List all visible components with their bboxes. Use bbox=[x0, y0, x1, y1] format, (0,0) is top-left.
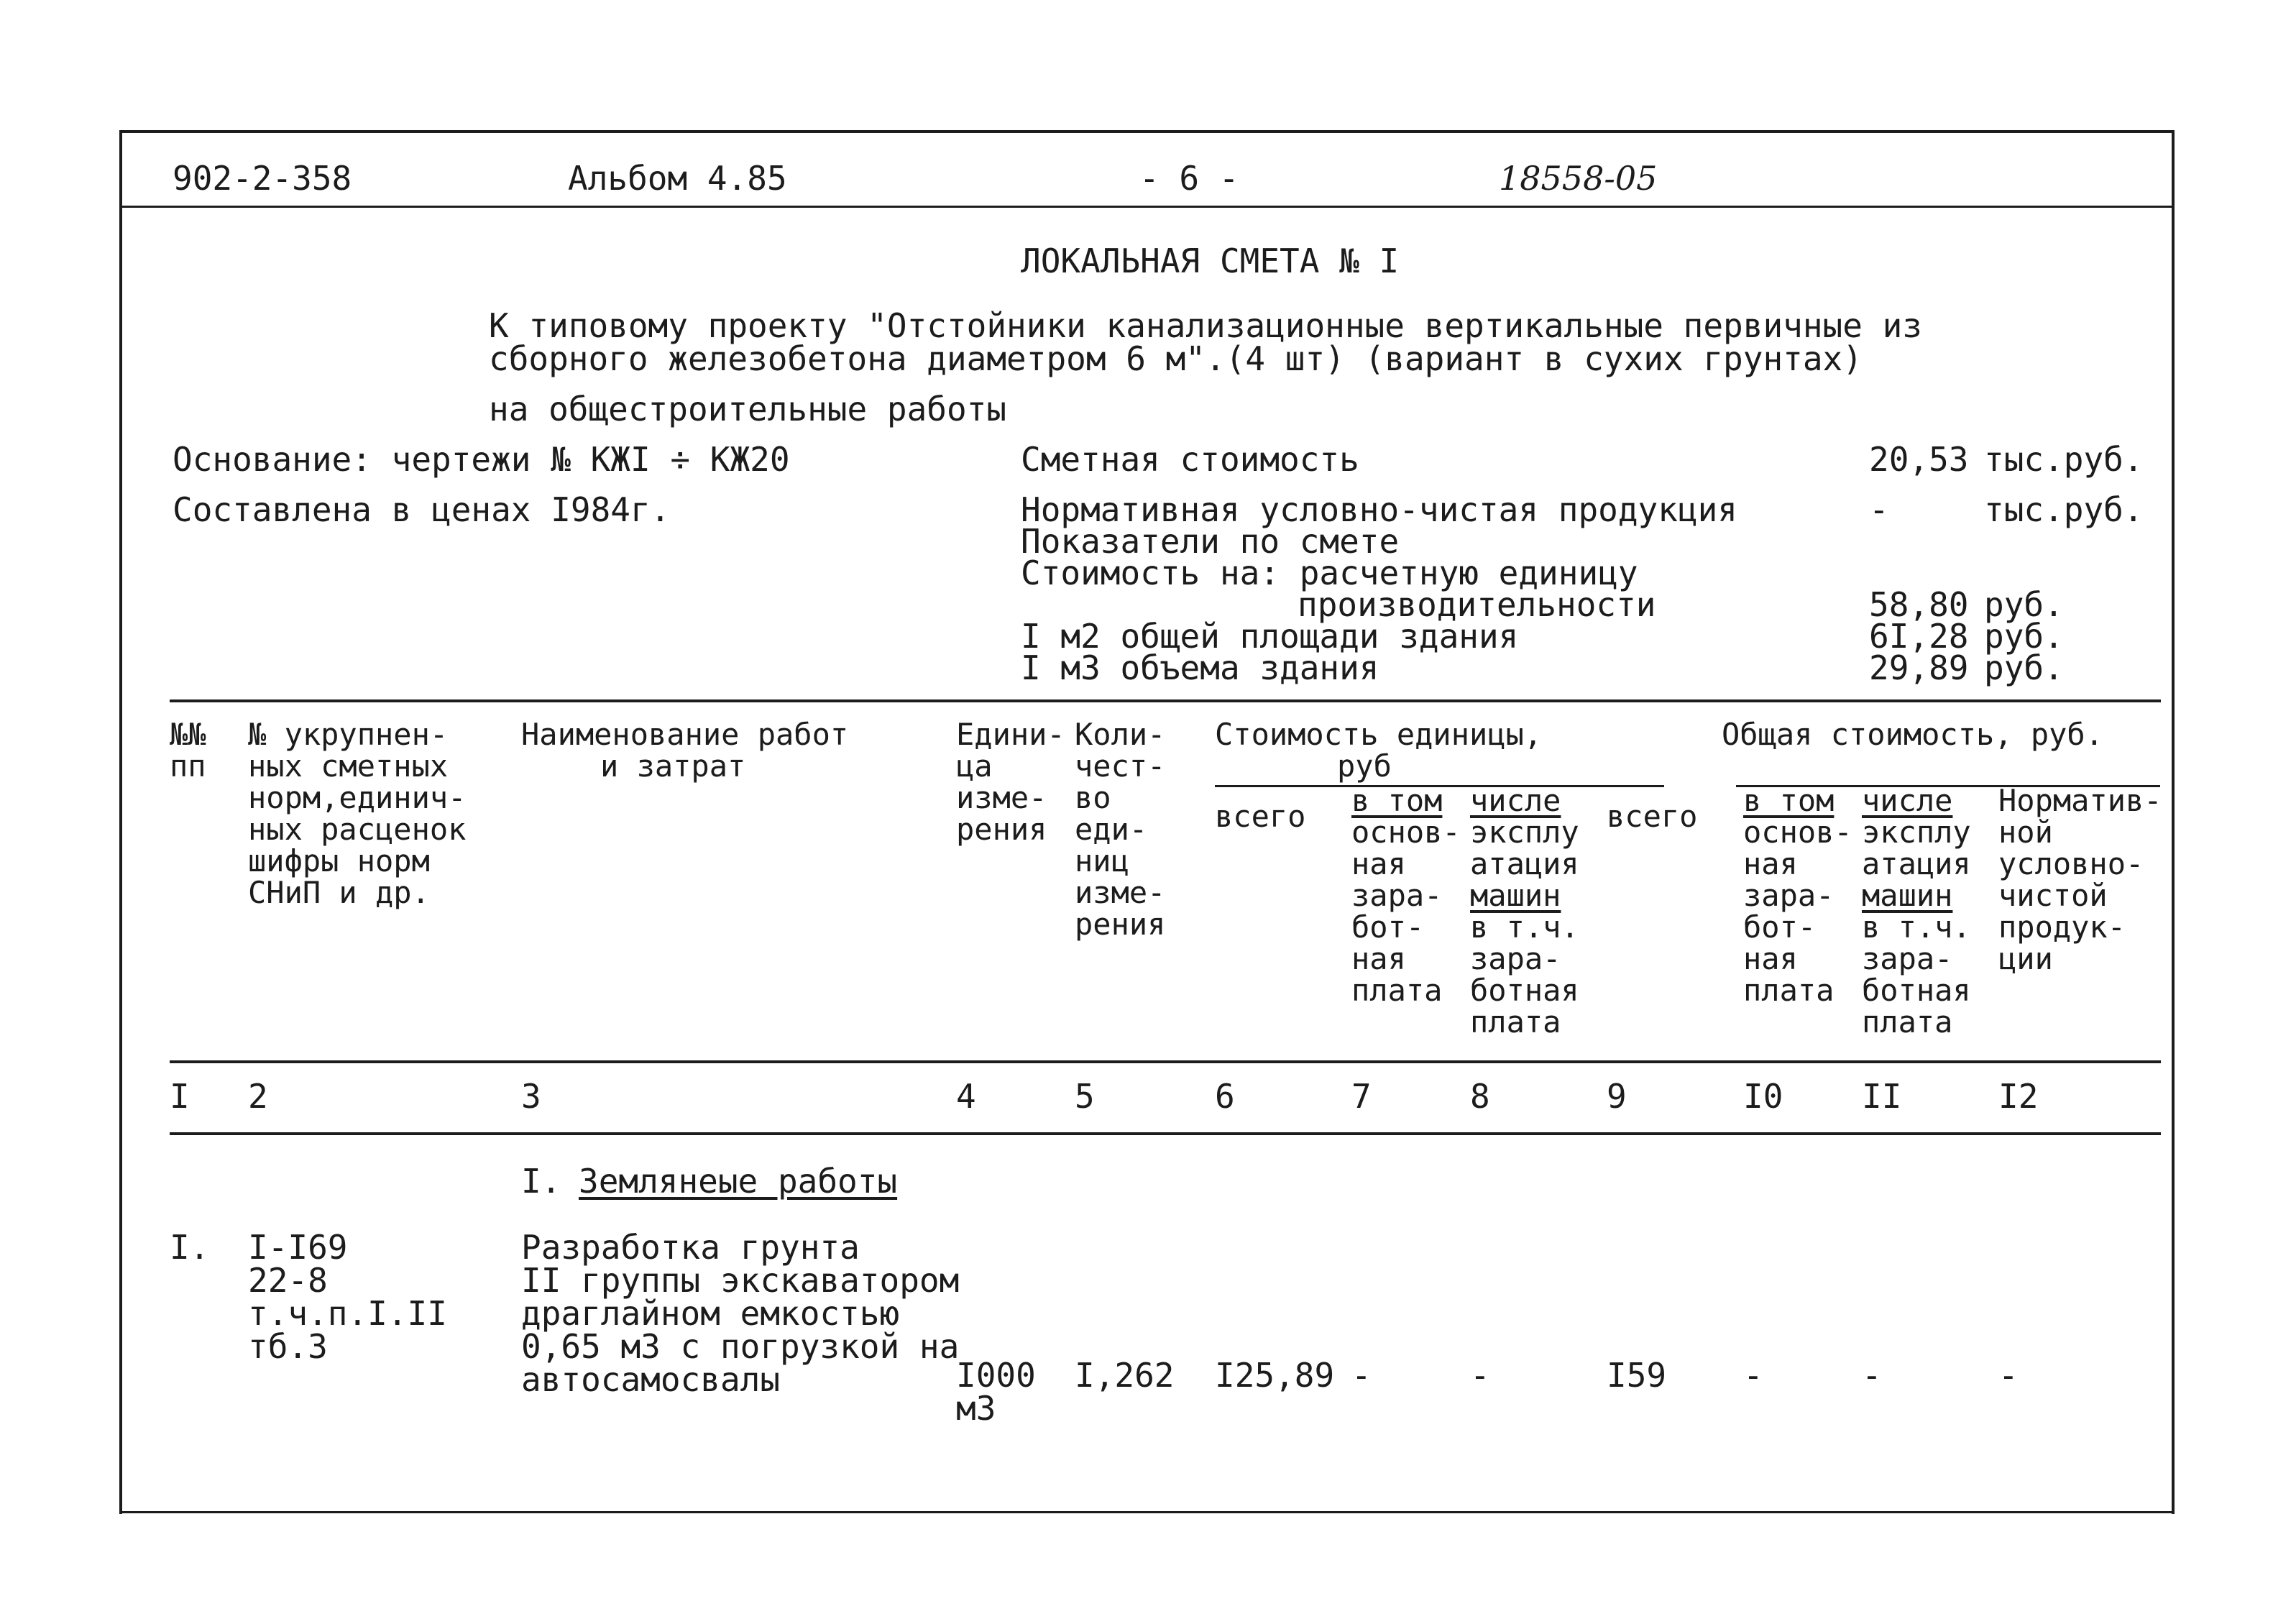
header-col-9: всего bbox=[1607, 799, 1698, 834]
row-unit-cost-wages: - bbox=[1351, 1356, 1372, 1395]
doc-code: 902-2-358 bbox=[173, 159, 352, 198]
header-col-1: №№ пп bbox=[170, 717, 206, 784]
row-total-cost: I59 bbox=[1607, 1356, 1667, 1395]
section-title: Землянеые работы bbox=[579, 1162, 898, 1201]
table-header-bottom-rule bbox=[170, 1060, 2161, 1063]
colnum-9: 9 bbox=[1607, 1077, 1627, 1116]
header-col-7: в том основ- ная зара- бот- ная плата bbox=[1351, 783, 1461, 1008]
basis-drawings: Основание: чертежи № КЖI ÷ КЖ20 bbox=[173, 440, 790, 479]
colnum-10: I0 bbox=[1743, 1077, 1783, 1116]
colnum-11: II bbox=[1862, 1077, 1902, 1116]
row-work-name: Разработка грунта II группы экскаватором драглайном емкостью 0,65 м3 с погрузкой на автосамосвалы bbox=[521, 1228, 960, 1399]
header-col-4: Едини- ца изме- рения bbox=[956, 717, 1065, 847]
volume-value: 29,89 bbox=[1869, 648, 1969, 687]
colnum-8: 8 bbox=[1470, 1077, 1490, 1116]
cost-per-label: Стоимость на: расчетную единицу bbox=[1021, 554, 1638, 592]
album-label: Альбом 4.85 bbox=[568, 159, 787, 198]
area-label: I м2 общей площади здания bbox=[1021, 617, 1519, 656]
row-unit-cost-total: I25,89 bbox=[1215, 1356, 1335, 1395]
normative-product-label: Нормативная условно-чистая продукция bbox=[1021, 490, 1737, 529]
estimate-title: ЛОКАЛЬНАЯ СМЕТА № I bbox=[1021, 242, 1400, 280]
row-total-wages: - bbox=[1743, 1356, 1763, 1395]
colnum-3: 3 bbox=[521, 1077, 541, 1116]
row-unit-cost-machines: - bbox=[1470, 1356, 1490, 1395]
productivity-value: 58,80 bbox=[1869, 585, 1969, 624]
column-numbers-bottom-rule bbox=[170, 1132, 2161, 1135]
row-quantity: I,262 bbox=[1075, 1356, 1175, 1395]
section-number: I. bbox=[521, 1162, 561, 1201]
header-col-5: Коли- чест- во еди- ниц изме- рения bbox=[1075, 717, 1166, 942]
row-total-machines: - bbox=[1862, 1356, 1882, 1395]
basis-prices: Составлена в ценах I984г. bbox=[173, 490, 671, 529]
frame-left-line bbox=[119, 130, 122, 1514]
row-number: I. bbox=[170, 1228, 210, 1267]
project-line-2: сборного железобетона диаметром 6 м".(4 шт) (вариант в сухих грунтах) bbox=[489, 339, 1863, 378]
row-codes: I-I69 22-8 т.ч.п.I.II тб.3 bbox=[248, 1228, 447, 1366]
project-line-3: на общестроительные работы bbox=[489, 390, 1007, 428]
header-col-12: Норматив- ной условно- чистой продук- ции bbox=[1998, 783, 2162, 976]
colnum-2: 2 bbox=[248, 1077, 268, 1116]
area-unit: руб. bbox=[1984, 617, 2064, 656]
frame-top-line bbox=[122, 130, 2175, 133]
estimated-cost-label: Сметная стоимость bbox=[1021, 440, 1359, 479]
normative-product-value: - bbox=[1869, 490, 1889, 529]
normative-product-unit: тыс.руб. bbox=[1984, 490, 2144, 529]
frame-bottom-line bbox=[122, 1511, 2175, 1513]
header-unit-cost: Стоимость единицы, руб bbox=[1215, 717, 1543, 784]
header-total-cost: Общая стоимость, руб. bbox=[1722, 717, 2104, 752]
volume-label: I м3 объема здания bbox=[1021, 648, 1379, 687]
header-col-8: числе эксплу атация машин в т.ч. зара- ботная плата bbox=[1470, 783, 1579, 1040]
project-line-1: К типовому проекту "Отстойники канализационные вертикальные первичные из bbox=[489, 306, 1922, 345]
area-value: 6I,28 bbox=[1869, 617, 1969, 656]
handwritten-number: 18558-05 bbox=[1499, 159, 1658, 198]
volume-unit: руб. bbox=[1984, 648, 2064, 687]
colnum-7: 7 bbox=[1351, 1077, 1372, 1116]
header-col-11: числе эксплу атация машин в т.ч. зара- ботная плата bbox=[1862, 783, 1971, 1040]
estimated-cost-value: 20,53 bbox=[1869, 440, 1969, 479]
colnum-5: 5 bbox=[1075, 1077, 1095, 1116]
productivity-label: производительности bbox=[1298, 585, 1656, 624]
row-unit: I000 м3 bbox=[956, 1356, 1036, 1428]
header-col-2: № укрупнен- ных сметных норм,единич- ных расценок шифры норм СНиП и др. bbox=[248, 717, 467, 910]
frame-right-line bbox=[2172, 130, 2175, 1514]
row-normative-product: - bbox=[1998, 1356, 2019, 1395]
colnum-12: I2 bbox=[1998, 1077, 2039, 1116]
table-top-rule bbox=[170, 699, 2161, 702]
page-number: - 6 - bbox=[1139, 159, 1239, 198]
colnum-6: 6 bbox=[1215, 1077, 1235, 1116]
header-divider-line bbox=[122, 206, 2175, 208]
header-col-10: в том основ- ная зара- бот- ная плата bbox=[1743, 783, 1852, 1008]
colnum-4: 4 bbox=[956, 1077, 976, 1116]
indicators-label: Показатели по смете bbox=[1021, 522, 1400, 561]
header-col-3: Наименование работ и затрат bbox=[521, 717, 849, 784]
colnum-1: I bbox=[170, 1077, 190, 1116]
productivity-unit: руб. bbox=[1984, 585, 2064, 624]
estimated-cost-unit: тыс.руб. bbox=[1984, 440, 2144, 479]
header-col-6: всего bbox=[1215, 799, 1306, 834]
